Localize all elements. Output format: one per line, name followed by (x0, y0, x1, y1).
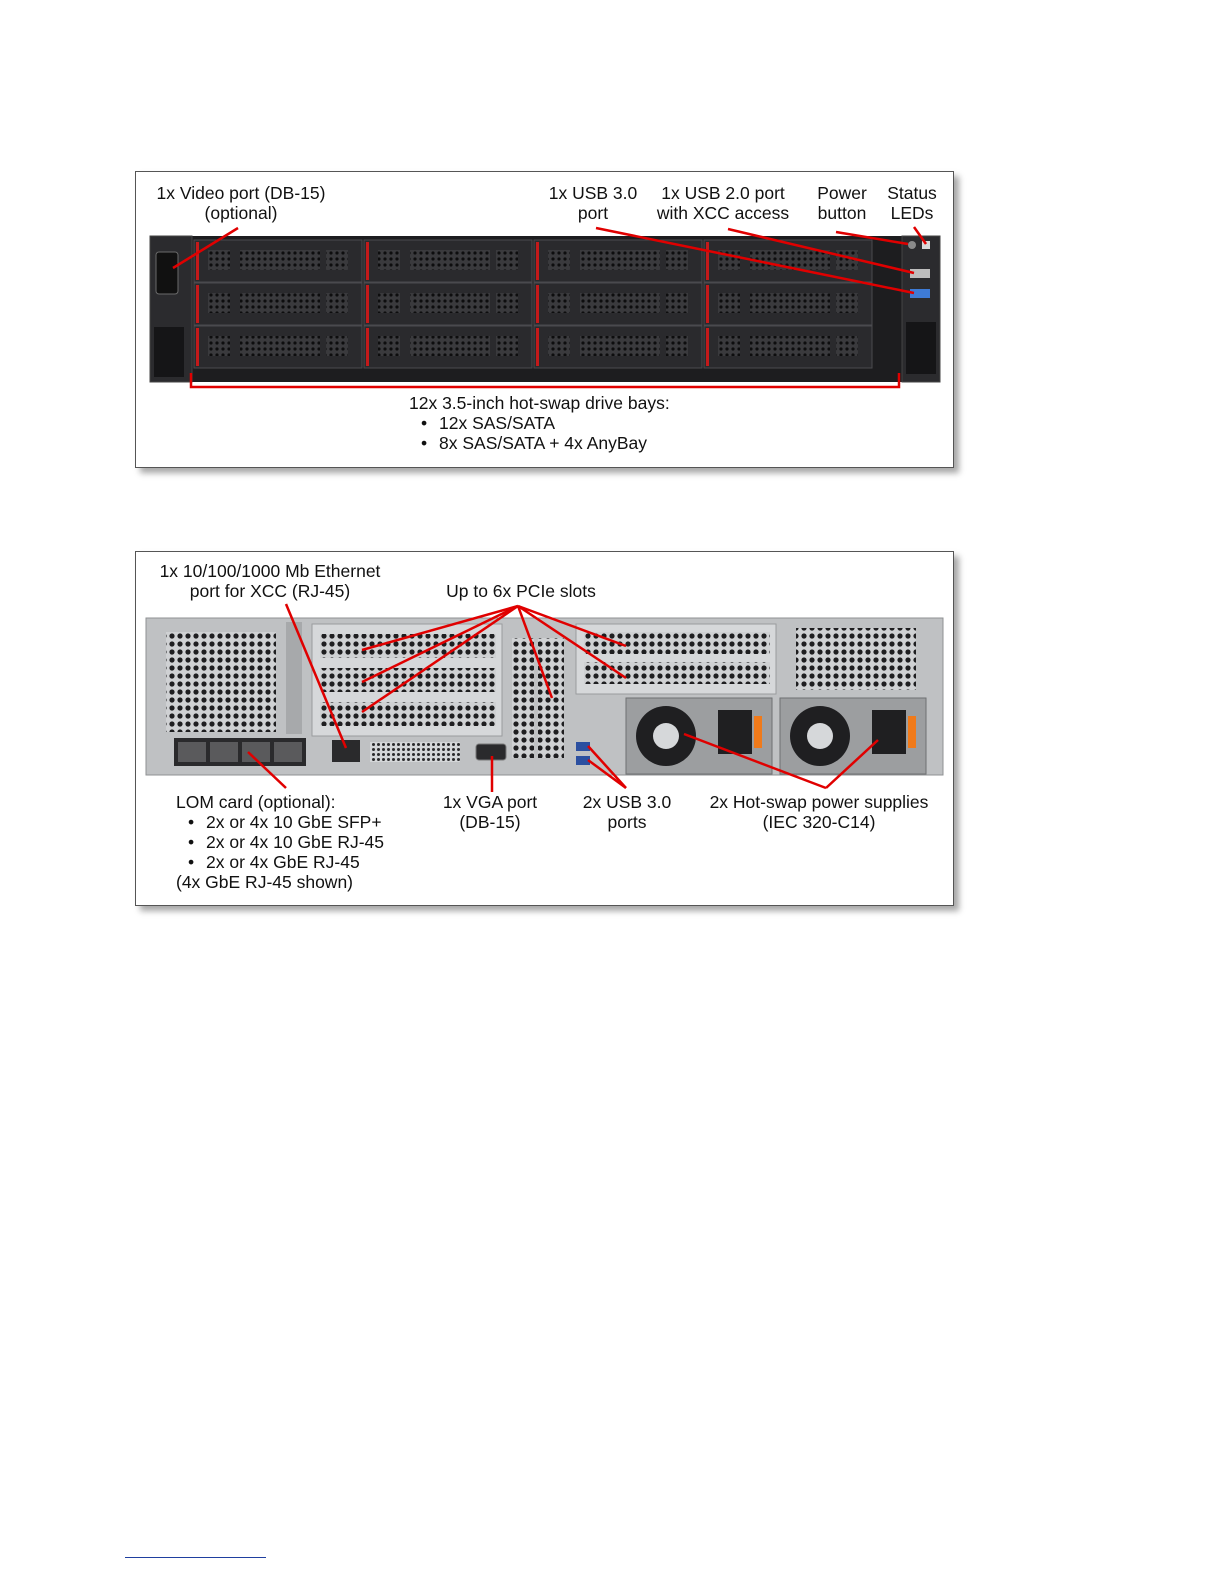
drive-bay (704, 326, 872, 368)
usb20-port-label: 1x USB 2.0 port with XCC access (656, 183, 790, 223)
lom-port-1 (178, 742, 206, 762)
psu1-release-tab (754, 716, 762, 748)
usb30-ports-label: 2x USB 3.0 ports (582, 792, 672, 832)
drive-bay (194, 326, 362, 368)
lom-card-item: • 2x or 4x GbE RJ-45 (176, 852, 384, 872)
psu2-release-tab (908, 716, 916, 748)
rear-view-figure (135, 551, 954, 906)
left-vent (166, 632, 276, 732)
drive-bay (364, 240, 532, 282)
lom-card-item: • 2x or 4x 10 GbE SFP+ (176, 812, 384, 832)
pcie-slots-label: Up to 6x PCIe slots (446, 581, 596, 601)
drive-bay (194, 240, 362, 282)
status-leds-label: Status LEDs (887, 183, 937, 223)
drive-bay (704, 283, 872, 325)
lom-card-label: LOM card (optional): • 2x or 4x 10 GbE SFP+ • 2x or 4x 10 GbE RJ-45 • 2x or 4x GbE RJ-45 (4x GbE RJ-45 shown) (176, 792, 384, 892)
usb30-port-label: 1x USB 3.0 port (548, 183, 638, 223)
footnote-separator (125, 1557, 266, 1558)
ethernet-port-label: 1x 10/100/1000 Mb Ethernet port for XCC (RJ-45) (159, 561, 381, 601)
pull-out-tab (906, 322, 936, 374)
vga-port-label: 1x VGA port (DB-15) (442, 792, 538, 832)
psu1-power-inlet (718, 710, 752, 754)
right-top-vent (796, 628, 916, 690)
pcie-slot-4 (512, 638, 534, 758)
drive-bay (704, 240, 872, 282)
small-vent (370, 742, 460, 762)
video-port-label: 1x Video port (DB-15) (optional) (156, 183, 326, 223)
pcie-slot-3 (320, 702, 496, 726)
lom-card-item: • 2x or 4x 10 GbE RJ-45 (176, 832, 384, 852)
thinksystem-badge (154, 327, 184, 377)
drive-bay (534, 283, 702, 325)
xcc-ethernet-port (332, 740, 360, 762)
power-supplies-label: 2x Hot-swap power supplies (IEC 320-C14) (709, 792, 929, 832)
front-view-figure (135, 171, 954, 468)
drive-bay (534, 240, 702, 282)
drive-bays-item: • 12x SAS/SATA (409, 413, 670, 433)
drive-bay (534, 326, 702, 368)
lom-card-note: (4x GbE RJ-45 shown) (176, 872, 354, 892)
drive-bay (194, 283, 362, 325)
pcie-slot-6 (584, 662, 770, 684)
drive-bays-item: • 8x SAS/SATA + 4x AnyBay (409, 433, 670, 453)
pcie-slot-5 (584, 632, 770, 654)
lom-port-4 (274, 742, 302, 762)
drive-bay (364, 283, 532, 325)
psu1-fan-hub (653, 723, 679, 749)
psu2-power-inlet (872, 710, 906, 754)
drive-bay (364, 326, 532, 368)
power-button-label: Power button (817, 183, 867, 223)
lom-port-2 (210, 742, 238, 762)
power-button-glyph (908, 241, 916, 249)
video-port-connector (156, 252, 178, 294)
psu2-fan-hub (807, 723, 833, 749)
drive-bays-label: 12x 3.5-inch hot-swap drive bays: • 12x SAS/SATA • 8x SAS/SATA + 4x AnyBay (409, 393, 670, 453)
